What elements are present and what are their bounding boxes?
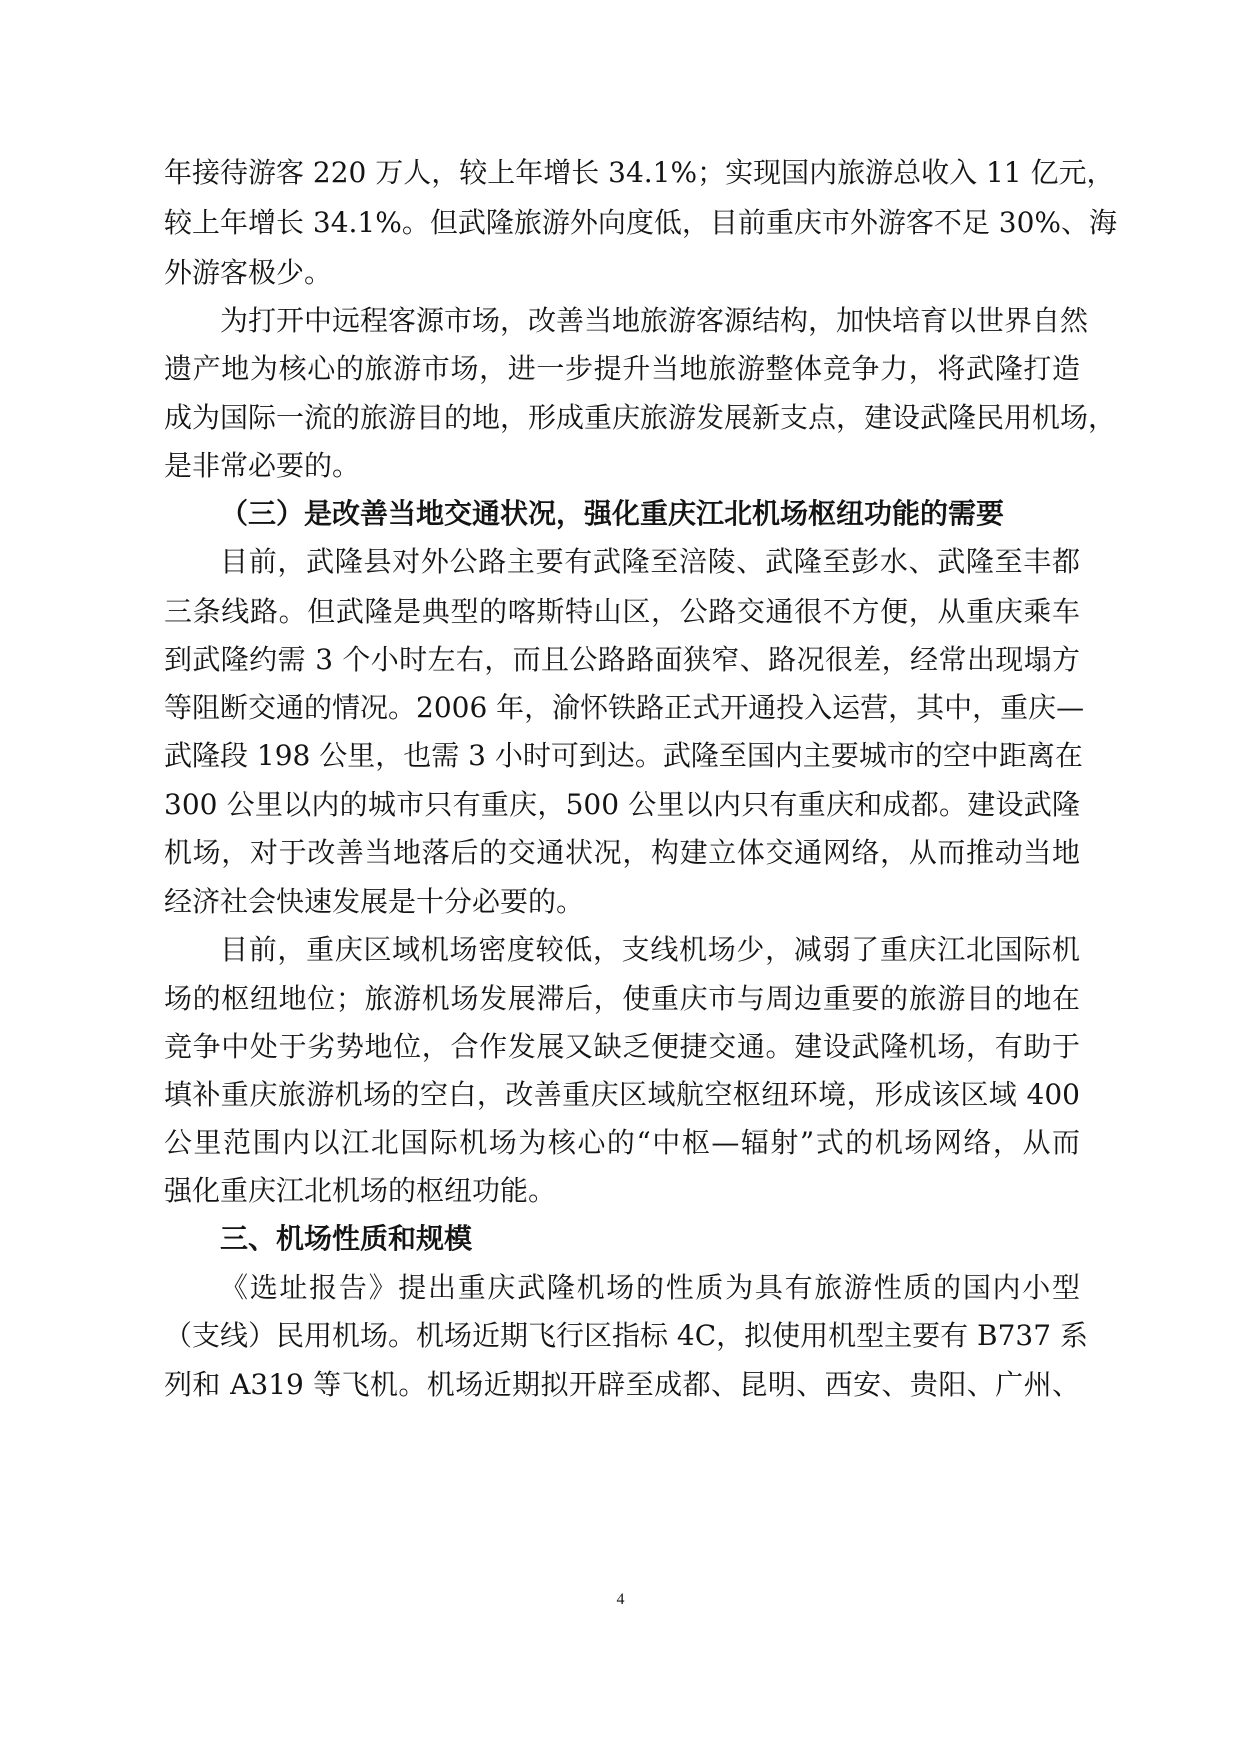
paragraph-line: 列和 A319 等飞机。机场近期拟开辟至成都、昆明、西安、贵阳、广州、 xyxy=(164,1368,1080,1401)
paragraph-line: 是非常必要的。 xyxy=(164,449,361,482)
paragraph-line: 机场，对于改善当地落后的交通状况，构建立体交通网络，从而推动当地 xyxy=(164,836,1080,869)
paragraph-line: 竞争中处于劣势地位，合作发展又缺乏便捷交通。建设武隆机场，有助于 xyxy=(164,1030,1080,1063)
paragraph-line: 较上年增长 34.1%。但武隆旅游外向度低，目前重庆市外游客不足 30%、海 xyxy=(164,206,1117,239)
page-number: 4 xyxy=(616,1591,625,1608)
paragraph-line: 经济社会快速发展是十分必要的。 xyxy=(164,885,585,918)
paragraph-line: 300 公里以内的城市只有重庆，500 公里以内只有重庆和成都。建设武隆 xyxy=(164,788,1080,821)
paragraph-line: 为打开中远程客源市场，改善当地旅游客源结构，加快培育以世界自然 xyxy=(220,304,1089,337)
section-heading: （三）是改善当地交通状况，强化重庆江北机场枢纽功能的需要 xyxy=(220,497,1005,530)
paragraph-line: 强化重庆江北机场的枢纽功能。 xyxy=(164,1174,557,1207)
paragraph-line: 外游客极少。 xyxy=(164,256,333,289)
paragraph-line: 年接待游客 220 万人，较上年增长 34.1%；实现国内旅游总收入 11 亿元， xyxy=(164,156,1115,189)
paragraph-line: 场的枢纽地位；旅游机场发展滞后，使重庆市与周边重要的旅游目的地在 xyxy=(164,982,1080,1015)
paragraph-line: 填补重庆旅游机场的空白，改善重庆区域航空枢纽环境，形成该区域 400 xyxy=(164,1078,1080,1111)
paragraph-line: 武隆段 198 公里，也需 3 小时可到达。武隆至国内主要城市的空中距离在 xyxy=(164,739,1083,772)
paragraph-line: 目前，武隆县对外公路主要有武隆至涪陵、武隆至彭水、武隆至丰都 xyxy=(220,545,1080,578)
paragraph-line: 公里范围内以江北国际机场为核心的“中枢—辐射”式的机场网络，从而 xyxy=(164,1126,1080,1159)
paragraph-line: 等阻断交通的情况。2006 年，渝怀铁路正式开通投入运营，其中，重庆— xyxy=(164,691,1085,724)
section-heading: 三、机场性质和规模 xyxy=(220,1222,473,1255)
paragraph-line: 到武隆约需 3 个小时左右，而且公路路面狭窄、路况很差，经常出现塌方 xyxy=(164,643,1080,676)
paragraph-line: 遗产地为核心的旅游市场，进一步提升当地旅游整体竞争力，将武隆打造 xyxy=(164,352,1080,385)
paragraph-line: （支线）民用机场。机场近期飞行区指标 4C，拟使用机型主要有 B737 系 xyxy=(164,1319,1088,1352)
paragraph-line: 三条线路。但武隆是典型的喀斯特山区，公路交通很不方便，从重庆乘车 xyxy=(164,595,1080,628)
paragraph-line: 目前，重庆区域机场密度较低，支线机场少，减弱了重庆江北国际机 xyxy=(220,933,1080,966)
paragraph-line: 《选址报告》提出重庆武隆机场的性质为具有旅游性质的国内小型 xyxy=(220,1271,1080,1304)
paragraph-line: 成为国际一流的旅游目的地，形成重庆旅游发展新支点，建设武隆民用机场， xyxy=(164,401,1117,434)
